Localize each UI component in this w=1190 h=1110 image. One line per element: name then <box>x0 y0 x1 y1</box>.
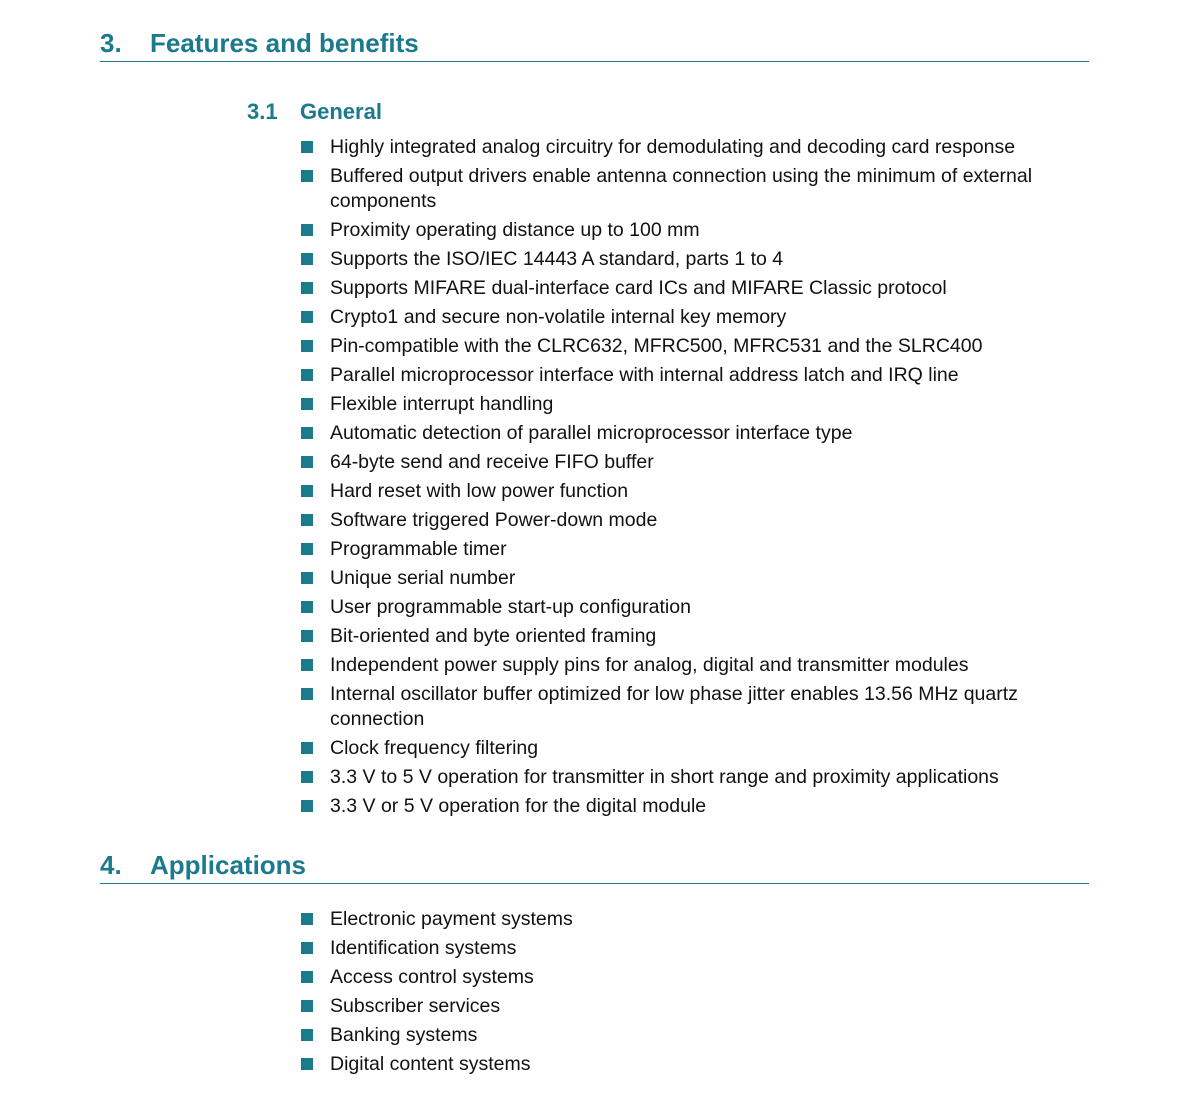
square-bullet-icon <box>301 369 313 381</box>
square-bullet-icon <box>301 971 313 983</box>
list-item: Unique serial number <box>300 566 1060 591</box>
list-item: Hard reset with low power function <box>300 479 1060 504</box>
square-bullet-icon <box>301 543 313 555</box>
list-item: Digital content systems <box>300 1052 1060 1077</box>
section-heading-applications <box>100 849 1089 884</box>
applications-list <box>300 907 1060 1081</box>
list-item: Parallel microprocessor interface with internal address latch and IRQ line <box>300 363 1060 388</box>
list-item: 64-byte send and receive FIFO buffer <box>300 450 1060 475</box>
list-item: Flexible interrupt handling <box>300 392 1060 417</box>
list-item: Bit-oriented and byte oriented framing <box>300 624 1060 649</box>
section-number: 4. <box>100 850 122 880</box>
square-bullet-icon <box>301 456 313 468</box>
square-bullet-icon <box>301 340 313 352</box>
section-title: Applications <box>150 850 307 880</box>
section-number: 3. <box>100 28 122 58</box>
section-title: Features and benefits <box>150 28 419 58</box>
list-item: Software triggered Power-down mode <box>300 508 1060 533</box>
list-item: 3.3 V or 5 V operation for the digital module <box>300 794 1060 819</box>
list-item: Internal oscillator buffer optimized for low phase jitter enables 13.56 MHz quartz connection <box>300 682 1060 732</box>
square-bullet-icon <box>301 601 313 613</box>
list-item: Crypto1 and secure non-volatile internal key memory <box>300 305 1060 330</box>
list-item: Clock frequency filtering <box>300 736 1060 761</box>
square-bullet-icon <box>301 572 313 584</box>
list-item: Supports the ISO/IEC 14443 A standard, parts 1 to 4 <box>300 247 1060 272</box>
list-item: Automatic detection of parallel microprocessor interface type <box>300 421 1060 446</box>
square-bullet-icon <box>301 170 313 182</box>
square-bullet-icon <box>301 800 313 812</box>
list-item: Subscriber services <box>300 994 1060 1019</box>
square-bullet-icon <box>301 398 313 410</box>
section-heading-features <box>100 27 1089 62</box>
list-item: Programmable timer <box>300 537 1060 562</box>
square-bullet-icon <box>301 742 313 754</box>
square-bullet-icon <box>301 1000 313 1012</box>
square-bullet-icon <box>301 659 313 671</box>
square-bullet-icon <box>301 282 313 294</box>
list-item: Proximity operating distance up to 100 mm <box>300 218 1060 243</box>
square-bullet-icon <box>301 1029 313 1041</box>
subsection-number: 3.1 <box>247 99 278 124</box>
list-item: User programmable start-up configuration <box>300 595 1060 620</box>
subsection-title: General <box>300 99 382 124</box>
square-bullet-icon <box>301 942 313 954</box>
square-bullet-icon <box>301 427 313 439</box>
list-item: Pin-compatible with the CLRC632, MFRC500, MFRC531 and the SLRC400 <box>300 334 1060 359</box>
list-item: Buffered output drivers enable antenna connection using the minimum of external components <box>300 164 1060 214</box>
features-list <box>300 135 1060 823</box>
square-bullet-icon <box>301 1058 313 1070</box>
list-item: Highly integrated analog circuitry for demodulating and decoding card response <box>300 135 1060 160</box>
list-item: Electronic payment systems <box>300 907 1060 932</box>
list-item: Access control systems <box>300 965 1060 990</box>
list-item: 3.3 V to 5 V operation for transmitter in short range and proximity applications <box>300 765 1060 790</box>
square-bullet-icon <box>301 253 313 265</box>
square-bullet-icon <box>301 224 313 236</box>
list-item: Identification systems <box>300 936 1060 961</box>
square-bullet-icon <box>301 630 313 642</box>
square-bullet-icon <box>301 514 313 526</box>
square-bullet-icon <box>301 771 313 783</box>
square-bullet-icon <box>301 311 313 323</box>
square-bullet-icon <box>301 141 313 153</box>
square-bullet-icon <box>301 688 313 700</box>
list-item: Banking systems <box>300 1023 1060 1048</box>
square-bullet-icon <box>301 485 313 497</box>
square-bullet-icon <box>301 913 313 925</box>
list-item: Independent power supply pins for analog, digital and transmitter modules <box>300 653 1060 678</box>
list-item: Supports MIFARE dual-interface card ICs and MIFARE Classic protocol <box>300 276 1060 301</box>
